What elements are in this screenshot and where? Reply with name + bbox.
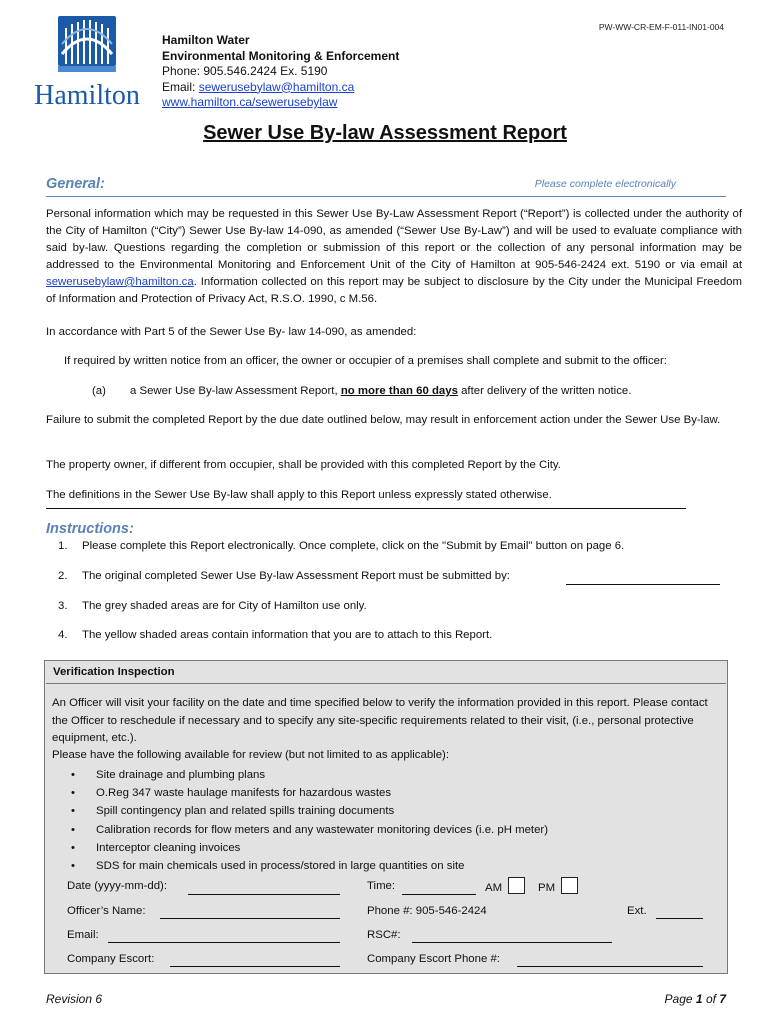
instruction-item-4: [58, 629, 492, 641]
item-a-label: (a): [92, 385, 106, 397]
instruction-item-3: [58, 600, 367, 612]
email-link[interactable]: sewerusebylaw@hamilton.ca: [198, 79, 355, 94]
instruction-num: 1.: [58, 540, 68, 552]
company-escort-phone-input[interactable]: [517, 954, 703, 967]
rsc-input[interactable]: [412, 930, 612, 943]
email-line: [162, 80, 399, 96]
pm-label: PM: [538, 882, 556, 894]
am-label: AM: [485, 882, 503, 894]
general-divider: [46, 196, 726, 197]
verification-intro: An Officer will visit your facility on the date and time specified below to verify the information provided in this report. Please contact the Officer to reschedule if necessary and to specify any site-specific requirements related to their visit, (i.e., personal protective equipment, etc.).: [52, 697, 708, 744]
time-input[interactable]: [402, 882, 476, 895]
of-word: of: [705, 992, 716, 1006]
verification-inspection-box: [44, 660, 728, 974]
item-a: [92, 383, 732, 400]
if-required-paragraph: If required by written notice from an officer, the owner or occupier of a premises shall complete and submit to the officer:: [64, 355, 667, 367]
unit-name: Environmental Monitoring & Enforcement: [162, 48, 400, 63]
org-name: Hamilton Water: [162, 33, 250, 47]
instruction-text: The grey shaded areas are for City of Hamilton use only.: [82, 600, 367, 612]
rsc-label: RSC#:: [367, 929, 401, 941]
instruction-text: The yellow shaded areas contain information that you are to attach to this Report.: [82, 629, 493, 641]
owner-paragraph: The property owner, if different from occupier, shall be provided with this completed Report by the City.: [46, 459, 561, 471]
privacy-paragraph: [46, 206, 742, 308]
ext-label: Ext.: [627, 905, 647, 917]
am-checkbox[interactable]: [508, 877, 525, 894]
definitions-divider: [46, 508, 686, 509]
logo-wordmark: Hamilton: [34, 80, 140, 111]
hamilton-logo-mark-icon: [28, 14, 146, 80]
privacy-text-1: Personal information which may be requested in this Sewer Use By-Law Assessment Report (“Report”) is collected under the authority of the City of Hamilton (“City”) Sewer Use By-law 14-090, as amended (“Sewer Use By-Law”) and will be used to evaluate compliance with said by-law. Questions regarding the completion or submission of this report or the collection of any personal information may be addressed to the Environmental Monitoring and Enforcement Unit of the City of Hamilton at 905-546-2424 ext. 5190 or via email at: [46, 208, 742, 271]
submit-by-date-field[interactable]: [566, 571, 720, 585]
list-item: • O.Reg 347 waste haulage manifests for hazardous wastes: [71, 784, 548, 802]
email-label: Email:: [162, 79, 199, 94]
company-escort-label: Company Escort:: [67, 953, 155, 965]
website-line: [162, 95, 399, 111]
instruction-num: 4.: [58, 629, 68, 641]
time-label: Time:: [367, 880, 396, 892]
list-item: • Site drainage and plumbing plans: [71, 766, 548, 784]
form-code: PW-WW-CR-EM-F-011-IN01-004: [598, 22, 724, 32]
instruction-num: 2.: [58, 570, 68, 582]
page-indicator: [665, 992, 726, 1006]
officer-name-label: Officer’s Name:: [67, 905, 146, 917]
page-total: 7: [719, 992, 726, 1006]
date-input[interactable]: [188, 882, 340, 895]
instructions-heading: Instructions:: [46, 521, 134, 537]
definitions-paragraph: The definitions in the Sewer Use By-law shall apply to this Report unless expressly stated otherwise.: [46, 489, 552, 501]
electronic-note: Please complete electronically: [534, 178, 676, 190]
general-heading: General:: [46, 176, 105, 192]
list-item: • SDS for main chemicals used in process/stored in large quantities on site: [71, 857, 548, 875]
website-link[interactable]: www.hamilton.ca/sewerusebylaw: [162, 95, 338, 109]
verification-title: Verification Inspection: [46, 661, 726, 684]
privacy-email-link[interactable]: sewerusebylaw@hamilton.ca: [46, 276, 194, 288]
instruction-item-1: [58, 540, 624, 552]
item-a-emphasis: no more than 60 days: [340, 385, 458, 397]
company-escort-phone-label: Company Escort Phone #:: [367, 953, 500, 965]
instruction-text: Please complete this Report electronically. Once complete, click on the "Submit by Email" button on page 6.: [82, 540, 625, 552]
officer-email-input[interactable]: [108, 930, 340, 943]
company-escort-input[interactable]: [170, 954, 340, 967]
failure-paragraph: Failure to submit the completed Report by the due date outlined below, may result in enforcement action under the Sewer Use By-law.: [46, 414, 721, 426]
hamilton-city-logo-icon: [28, 14, 146, 110]
privacy-text-2: . Information collected on this report may be subject to disclosure by the City under the Municipal Freedom of Information and Protection of Privacy Act, R.S.O. 1990, c M.56.: [46, 276, 742, 305]
ext-input[interactable]: [656, 906, 703, 919]
accordance-paragraph: In accordance with Part 5 of the Sewer Use By- law 14-090, as amended:: [46, 326, 417, 338]
header-contact: [162, 33, 399, 111]
list-item: • Calibration records for flow meters and any wastewater monitoring devices (i.e. pH meter): [71, 821, 548, 839]
revision-label: Revision 6: [46, 992, 103, 1006]
officer-name-input[interactable]: [160, 906, 340, 919]
instruction-text: The original completed Sewer Use By-law Assessment Report must be submitted by:: [82, 570, 510, 582]
item-a-tail: after delivery of the written notice.: [457, 385, 632, 397]
officer-email-label: Email:: [67, 929, 99, 941]
officer-phone: Phone #: 905-546-2424: [367, 905, 487, 917]
verification-have-available: Please have the following available for review (but not limited to as applicable):: [52, 749, 449, 761]
list-item: • Spill contingency plan and related spills training documents: [71, 802, 548, 820]
verification-list: [71, 766, 548, 875]
instruction-item-2: [58, 570, 510, 582]
page-word: Page: [664, 992, 693, 1006]
instruction-num: 3.: [58, 600, 68, 612]
item-a-text: a Sewer Use By-law Assessment Report,: [130, 385, 341, 397]
phone-line: Phone: 905.546.2424 Ex. 5190: [162, 64, 328, 78]
date-label: Date (yyyy-mm-dd):: [67, 880, 167, 892]
page-title: Sewer Use By-law Assessment Report: [203, 122, 567, 144]
list-item: • Interceptor cleaning invoices: [71, 839, 548, 857]
page-number: 1: [695, 992, 703, 1006]
pm-checkbox[interactable]: [561, 877, 578, 894]
